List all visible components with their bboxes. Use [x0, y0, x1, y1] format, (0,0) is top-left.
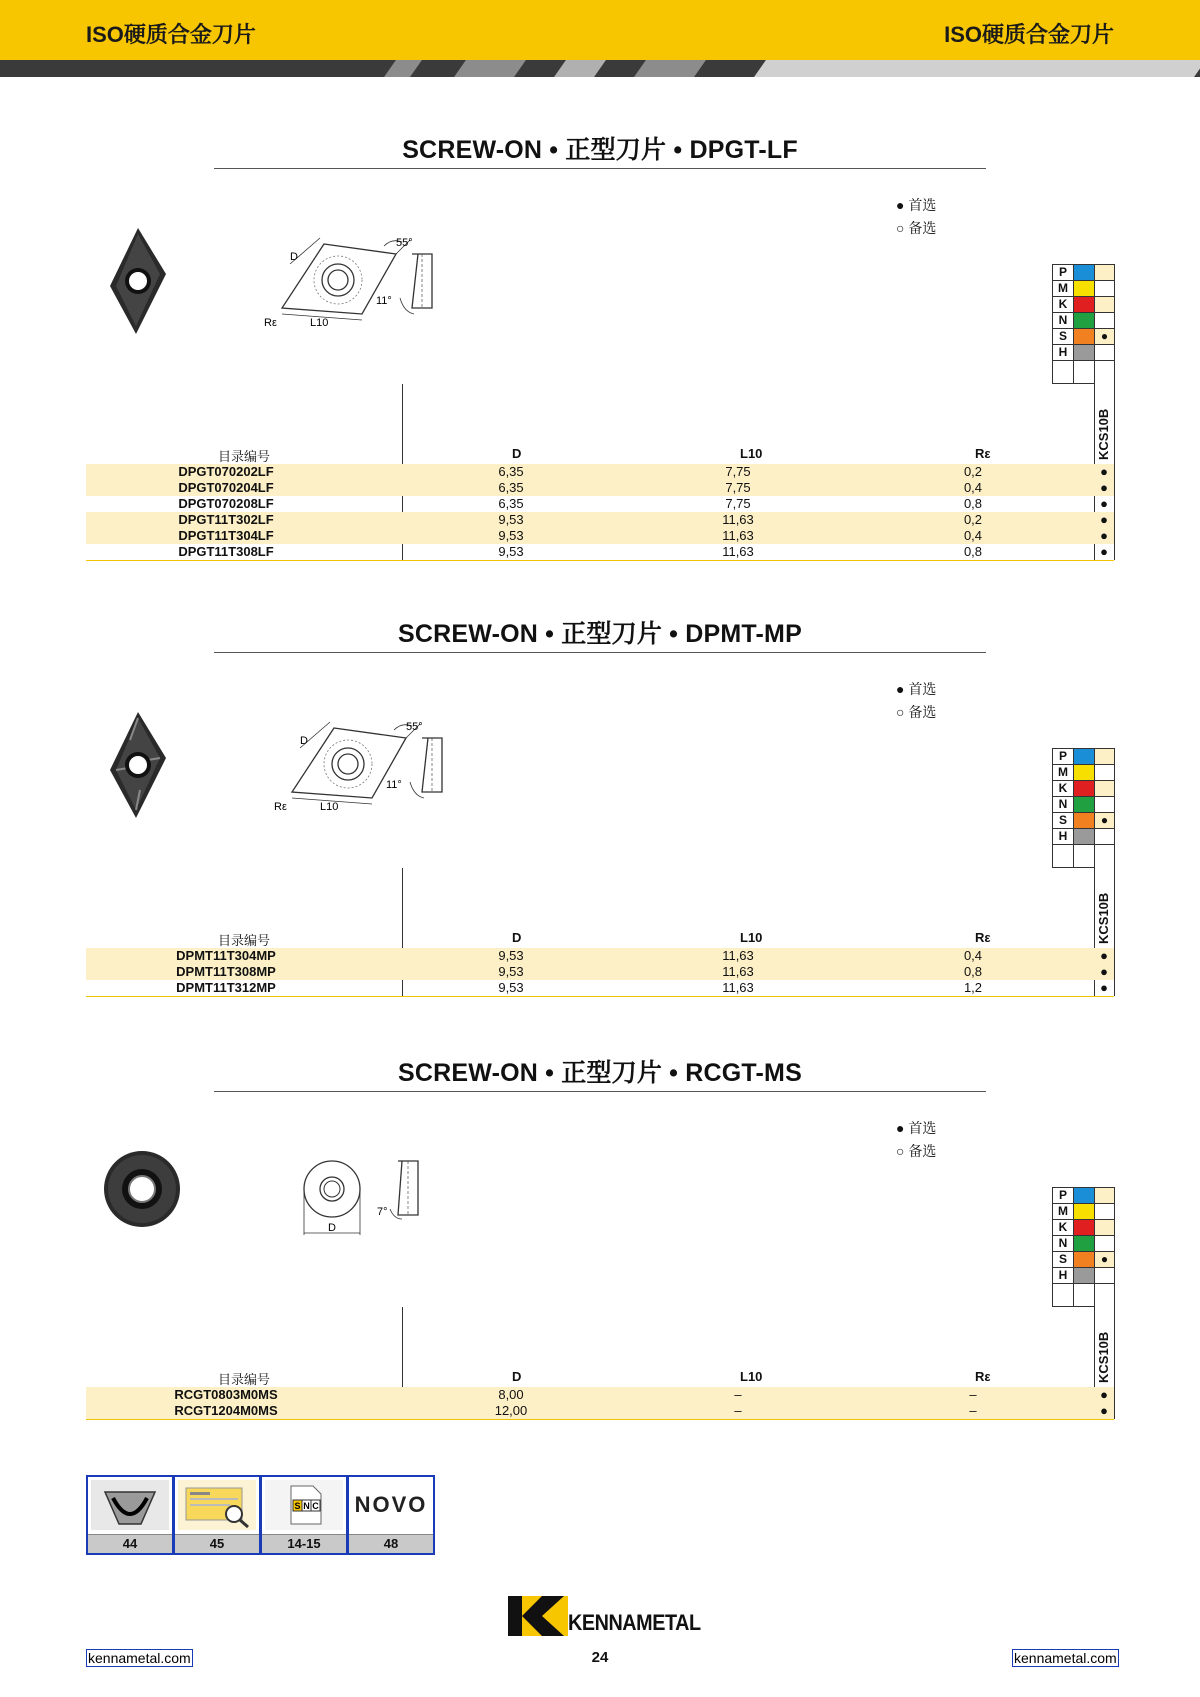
svg-text:Rε: Rε	[274, 801, 287, 813]
material-row-m	[1052, 764, 1114, 780]
material-row-m	[1052, 280, 1114, 296]
material-row-m	[1052, 1203, 1114, 1219]
cell-l10: 11,63	[722, 512, 754, 527]
cell-re: 0,8	[963, 496, 983, 511]
table-row	[86, 964, 1114, 980]
col-header-re: Rε	[975, 446, 991, 461]
website-link-left[interactable]: kennametal.com	[88, 1650, 191, 1666]
material-code: S	[1052, 328, 1074, 345]
section-divider	[214, 168, 986, 169]
cell-d: 9,53	[498, 964, 524, 979]
legend-preferred: ● 首选	[896, 681, 937, 697]
legend-alternate: ○ 备选	[896, 220, 937, 236]
material-grade-mark	[1094, 1219, 1115, 1236]
col-header-catalog: 目录编号	[218, 933, 271, 948]
material-grade-mark	[1094, 748, 1115, 765]
website-link-right[interactable]: kennametal.com	[1014, 1650, 1117, 1666]
material-row-h	[1052, 344, 1114, 360]
table-row	[86, 1403, 1114, 1419]
material-color-swatch	[1073, 780, 1095, 797]
material-color-swatch	[1073, 296, 1095, 313]
cell-l10: 7,75	[725, 464, 751, 479]
material-code: K	[1052, 780, 1074, 797]
cell-d: 12,00	[494, 1403, 528, 1418]
material-color-swatch	[1073, 1187, 1095, 1204]
col-header-d: D	[512, 930, 522, 945]
catalog-number: DPMT11T308MP	[176, 964, 276, 979]
table-row	[86, 948, 1114, 964]
cell-d: 6,35	[498, 464, 524, 479]
table-row	[86, 544, 1114, 560]
legend-preferred: ● 首选	[896, 197, 937, 213]
col-header-l10: L10	[740, 1369, 763, 1384]
legend	[896, 1117, 936, 1163]
svg-text:C: C	[312, 1501, 319, 1511]
chipbreaker-icon	[178, 1480, 256, 1530]
insert-shape-icon	[91, 1480, 169, 1530]
novo-icon	[352, 1480, 430, 1530]
material-grade-mark	[1094, 280, 1115, 297]
catalog-number: DPMT11T304MP	[176, 948, 276, 963]
col-header-d: D	[512, 446, 522, 461]
svg-text:L10: L10	[310, 317, 329, 329]
material-color-swatch	[1073, 1267, 1095, 1284]
grade-column-line	[1114, 1187, 1115, 1419]
cell-l10: 11,63	[722, 528, 754, 543]
grade-column-line	[1114, 748, 1115, 996]
insert-photo	[108, 710, 168, 825]
legend-preferred: ● 首选	[896, 1120, 937, 1136]
material-row-p	[1052, 264, 1114, 280]
material-grade-mark	[1094, 796, 1115, 813]
material-code: P	[1052, 1187, 1074, 1204]
material-grade-mark	[1094, 264, 1115, 281]
col-header-re: Rε	[975, 930, 991, 945]
ref-page-48: 48	[349, 1534, 433, 1553]
ref-page-14-15: 14-15	[262, 1534, 346, 1553]
material-row-p	[1052, 1187, 1114, 1203]
material-code: S	[1052, 812, 1074, 829]
material-color-swatch	[1073, 280, 1095, 297]
svg-text:S: S	[294, 1501, 301, 1511]
matrix-blank	[1073, 360, 1095, 384]
cell-grade-mark: ●	[1100, 948, 1108, 963]
material-row-s	[1052, 328, 1114, 344]
section-title: SCREW-ON • 正型刀片 • RCGT-MS	[398, 1059, 802, 1087]
grade-name: KCS10B	[1096, 1331, 1111, 1383]
col-header-l10: L10	[740, 930, 763, 945]
cell-d: 9,53	[498, 544, 524, 559]
matrix-blank	[1073, 1283, 1095, 1307]
table-row	[86, 480, 1114, 496]
legend	[896, 678, 936, 724]
cell-re: 1,2	[963, 980, 983, 995]
snc-icon	[265, 1480, 343, 1530]
cell-l10: –	[734, 1387, 742, 1402]
ref-box-44[interactable]	[86, 1475, 174, 1555]
brand-name: KENNAMETAL	[568, 1610, 701, 1635]
matrix-blank	[1052, 360, 1074, 384]
col-header-re: Rε	[975, 1369, 991, 1384]
insert-diagram	[272, 718, 447, 823]
material-grade-mark: ●	[1094, 812, 1115, 829]
material-code: N	[1052, 1235, 1074, 1252]
material-code: M	[1052, 280, 1074, 297]
material-code: M	[1052, 1203, 1074, 1220]
cell-re: 0,8	[963, 964, 983, 979]
ref-page-44: 44	[88, 1534, 172, 1553]
material-code: H	[1052, 344, 1074, 361]
cell-re: –	[969, 1403, 977, 1418]
insert-photo	[102, 1149, 182, 1234]
cell-re: 0,4	[963, 948, 983, 963]
material-color-swatch	[1073, 764, 1095, 781]
novo-logo-text: NOVO	[354, 1492, 428, 1517]
table-bottom-rule	[86, 996, 1114, 997]
material-row-n	[1052, 312, 1114, 328]
material-row-n	[1052, 1235, 1114, 1251]
material-code: N	[1052, 796, 1074, 813]
ref-box-45[interactable]	[173, 1475, 261, 1555]
col-header-catalog: 目录编号	[218, 1372, 271, 1387]
material-code: S	[1052, 1251, 1074, 1268]
cell-grade-mark: ●	[1100, 1403, 1108, 1418]
svg-text:L10: L10	[320, 801, 339, 813]
cell-grade-mark: ●	[1100, 544, 1108, 559]
cell-grade-mark: ●	[1100, 512, 1108, 527]
grade-name: KCS10B	[1096, 892, 1111, 944]
section-title: SCREW-ON • 正型刀片 • DPGT-LF	[402, 136, 798, 164]
material-color-swatch	[1073, 328, 1095, 345]
material-grade-mark	[1094, 1235, 1115, 1252]
material-color-swatch	[1073, 1235, 1095, 1252]
svg-text:D: D	[300, 735, 308, 747]
material-color-swatch	[1073, 344, 1095, 361]
cell-l10: 11,63	[722, 980, 754, 995]
ref-box-14-15[interactable]	[260, 1475, 348, 1555]
col-header-catalog: 目录编号	[218, 449, 271, 464]
cell-l10: –	[734, 1403, 742, 1418]
cell-re: 0,4	[963, 480, 983, 495]
insert-diagram	[262, 234, 437, 339]
material-grade-mark	[1094, 1203, 1115, 1220]
col-header-d: D	[512, 1369, 522, 1384]
svg-text:11°: 11°	[376, 295, 392, 307]
cell-l10: 11,63	[722, 544, 754, 559]
catalog-number: DPMT11T312MP	[176, 980, 276, 995]
material-color-swatch	[1073, 264, 1095, 281]
table-bottom-rule	[86, 1419, 1114, 1420]
material-code: K	[1052, 1219, 1074, 1236]
material-color-swatch	[1073, 828, 1095, 845]
legend	[896, 194, 936, 240]
material-color-swatch	[1073, 812, 1095, 829]
material-grade-mark	[1094, 344, 1115, 361]
material-grade-mark	[1094, 1267, 1115, 1284]
cell-d: 6,35	[498, 480, 524, 495]
svg-text:7°: 7°	[377, 1206, 388, 1218]
material-grade-mark	[1094, 764, 1115, 781]
cell-grade-mark: ●	[1100, 464, 1108, 479]
material-color-swatch	[1073, 796, 1095, 813]
cell-re: 0,4	[963, 528, 983, 543]
material-grade-mark	[1094, 780, 1115, 797]
section-divider	[214, 1091, 986, 1092]
brand-logo	[508, 1596, 712, 1638]
matrix-blank	[1052, 844, 1074, 868]
svg-text:55°: 55°	[396, 237, 413, 249]
catalog-number: DPGT11T302LF	[178, 512, 274, 527]
cell-l10: 11,63	[722, 964, 754, 979]
header-title-right: ISO硬质合金刀片	[944, 22, 1114, 47]
table-row	[86, 528, 1114, 544]
material-color-swatch	[1073, 1251, 1095, 1268]
material-code: K	[1052, 296, 1074, 313]
table-row	[86, 512, 1114, 528]
material-row-s	[1052, 812, 1114, 828]
material-row-k	[1052, 296, 1114, 312]
catalog-number: DPGT070208LF	[178, 496, 274, 511]
catalog-number: DPGT070202LF	[178, 464, 274, 479]
catalog-number: DPGT11T304LF	[178, 528, 274, 543]
material-row-h	[1052, 1267, 1114, 1283]
cell-re: 0,8	[963, 544, 983, 559]
table-row	[86, 464, 1114, 480]
kennametal-k-icon	[508, 1596, 568, 1636]
legend-alternate: ○ 备选	[896, 704, 937, 720]
material-color-swatch	[1073, 748, 1095, 765]
catalog-number: DPGT070204LF	[178, 480, 274, 495]
section-divider	[214, 652, 986, 653]
svg-text:D: D	[290, 251, 298, 263]
cell-re: –	[969, 1387, 977, 1402]
legend-alternate: ○ 备选	[896, 1143, 937, 1159]
cell-re: 0,2	[963, 464, 983, 479]
svg-text:N: N	[303, 1501, 310, 1511]
header-title-left: ISO硬质合金刀片	[86, 22, 256, 47]
section-title: SCREW-ON • 正型刀片 • DPMT-MP	[398, 620, 802, 648]
cell-grade-mark: ●	[1100, 528, 1108, 543]
material-code: H	[1052, 828, 1074, 845]
table-row	[86, 496, 1114, 512]
material-grade-mark	[1094, 1187, 1115, 1204]
cell-l10: 7,75	[725, 496, 751, 511]
matrix-blank	[1052, 1283, 1074, 1307]
material-grade-mark	[1094, 296, 1115, 313]
page-number: 24	[591, 1649, 609, 1666]
grade-column-line	[1114, 264, 1115, 560]
cell-l10: 11,63	[722, 948, 754, 963]
material-row-n	[1052, 796, 1114, 812]
cell-grade-mark: ●	[1100, 964, 1108, 979]
cell-l10: 7,75	[725, 480, 751, 495]
col-header-l10: L10	[740, 446, 763, 461]
material-grade-mark	[1094, 312, 1115, 329]
cell-d: 9,53	[498, 948, 524, 963]
material-code: H	[1052, 1267, 1074, 1284]
svg-text:Rε: Rε	[264, 317, 277, 329]
material-color-swatch	[1073, 1203, 1095, 1220]
cell-grade-mark: ●	[1100, 980, 1108, 995]
insert-diagram	[302, 1157, 432, 1252]
material-row-s	[1052, 1251, 1114, 1267]
svg-text:55°: 55°	[406, 721, 423, 733]
cell-d: 6,35	[498, 496, 524, 511]
material-row-h	[1052, 828, 1114, 844]
material-grade-mark: ●	[1094, 328, 1115, 345]
material-color-swatch	[1073, 312, 1095, 329]
cell-grade-mark: ●	[1100, 496, 1108, 511]
material-row-k	[1052, 1219, 1114, 1235]
ref-box-48[interactable]	[347, 1475, 435, 1555]
material-row-k	[1052, 780, 1114, 796]
cell-grade-mark: ●	[1100, 1387, 1108, 1402]
material-row-p	[1052, 748, 1114, 764]
material-grade-mark: ●	[1094, 1251, 1115, 1268]
cell-d: 8,00	[498, 1387, 524, 1402]
cell-grade-mark: ●	[1100, 480, 1108, 495]
material-code: P	[1052, 748, 1074, 765]
material-code: N	[1052, 312, 1074, 329]
table-bottom-rule	[86, 560, 1114, 561]
material-code: P	[1052, 264, 1074, 281]
ref-page-45: 45	[175, 1534, 259, 1553]
cell-re: 0,2	[963, 512, 983, 527]
material-code: M	[1052, 764, 1074, 781]
grade-name: KCS10B	[1096, 408, 1111, 460]
page-header	[0, 0, 1200, 60]
insert-photo	[108, 226, 168, 341]
cell-d: 9,53	[498, 528, 524, 543]
material-grade-mark	[1094, 828, 1115, 845]
table-row	[86, 980, 1114, 996]
catalog-number: RCGT1204M0MS	[174, 1403, 278, 1418]
cell-d: 9,53	[498, 980, 524, 995]
catalog-number: RCGT0803M0MS	[174, 1387, 278, 1402]
table-row	[86, 1387, 1114, 1403]
grade-column-line	[1094, 1187, 1095, 1419]
catalog-number: DPGT11T308LF	[178, 544, 274, 559]
cell-d: 9,53	[498, 512, 524, 527]
svg-text:11°: 11°	[386, 779, 402, 791]
header-stripe	[0, 60, 1200, 77]
matrix-blank	[1073, 844, 1095, 868]
material-color-swatch	[1073, 1219, 1095, 1236]
svg-text:D: D	[328, 1222, 336, 1234]
